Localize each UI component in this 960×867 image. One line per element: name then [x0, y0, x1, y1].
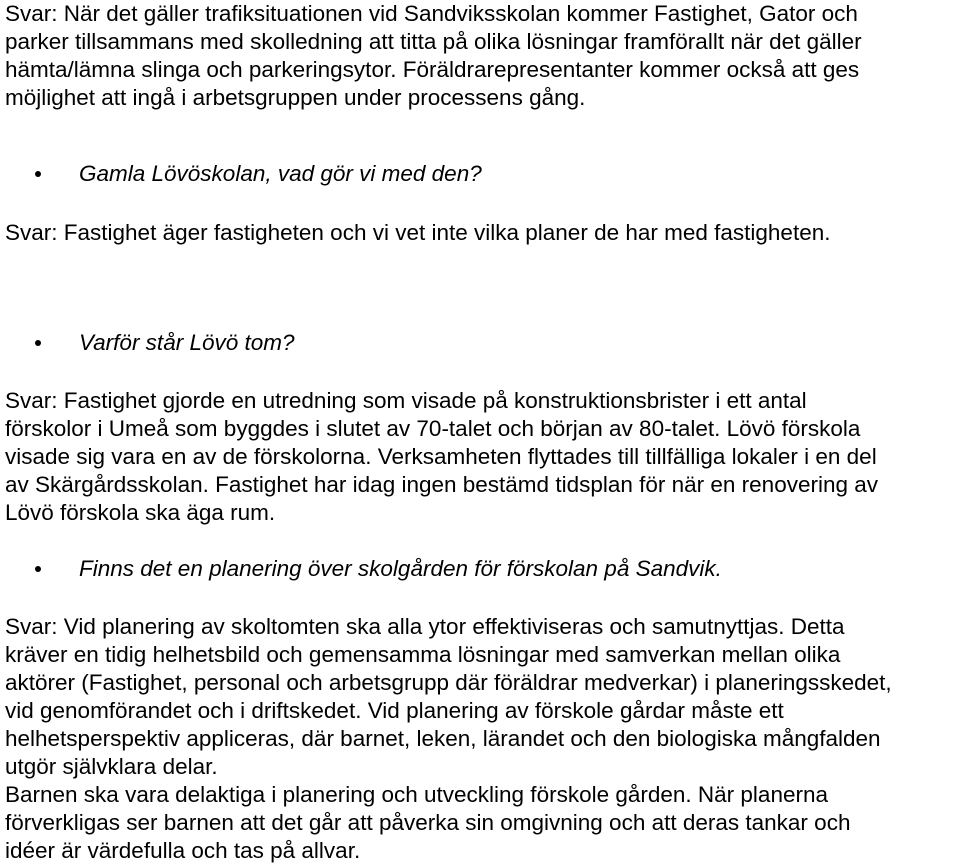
question-bullet-lovo-empty [5, 329, 295, 357]
text-line: Svar: Fastighet äger fastigheten och vi vet inte vilka planer de har med fastigheten. [5, 220, 831, 245]
answer-paragraph-traffic [5, 0, 862, 112]
bullet-icon [35, 340, 41, 346]
text-line: Svar: När det gäller trafiksituationen vid Sandviksskolan kommer Fastighet, Gator och [5, 1, 858, 26]
text-line: visade sig vara en av de förskolorna. Verksamheten flyttades till tillfälliga lokaler i en del [5, 444, 877, 469]
answer-paragraph-planning [5, 613, 892, 865]
text-line: hämta/lämna slinga och parkeringsytor. Föräldrarepresentanter kommer också att ges [5, 57, 860, 82]
question-text: Varför står Lövö tom? [79, 330, 295, 355]
text-line: förverkligas ser barnen att det går att påverka sin omgivning och att deras tankar och [5, 810, 851, 835]
text-line: utgör självklara delar. [5, 754, 218, 779]
bullet-icon [35, 171, 41, 177]
text-line: möjlighet att ingå i arbetsgruppen under processens gång. [5, 85, 586, 110]
text-line: parker tillsammans med skolledning att titta på olika lösningar framförallt när det gäller [5, 29, 862, 54]
text-line: vid genomförandet och i driftskedet. Vid planering av förskole gårdar måste ett [5, 698, 784, 723]
text-line: Svar: Vid planering av skoltomten ska alla ytor effektiviseras och samutnyttjas. Detta [5, 614, 845, 639]
text-line: Svar: Fastighet gjorde en utredning som visade på konstruktionsbrister i ett antal [5, 388, 807, 413]
text-line: aktörer (Fastighet, personal och arbetsgrupp där föräldrar medverkar) i planeringsskedet, [5, 670, 892, 695]
text-line: av Skärgårdsskolan. Fastighet har idag ingen bestämd tidsplan för när en renovering av [5, 472, 879, 497]
answer-paragraph-investigation [5, 387, 878, 527]
text-line: Lövö förskola ska äga rum. [5, 500, 276, 525]
text-line: förskolor i Umeå som byggdes i slutet av 70-talet och början av 80-talet. Lövö förskola [5, 416, 861, 441]
text-line: idéer är värdefulla och tas på allvar. [5, 838, 361, 863]
text-line: Barnen ska vara delaktiga i planering och utveckling förskole gården. När planerna [5, 782, 828, 807]
question-text: Gamla Lövöskolan, vad gör vi med den? [79, 161, 482, 186]
bullet-icon [35, 566, 41, 572]
question-text: Finns det en planering över skolgården för förskolan på Sandvik. [79, 556, 722, 581]
answer-paragraph-property [5, 219, 830, 247]
question-bullet-old-lovo-school [5, 160, 482, 188]
text-line: kräver en tidig helhetsbild och gemensamma lösningar med samverkan mellan olika [5, 642, 841, 667]
question-bullet-schoolyard-planning [5, 555, 722, 583]
text-line: helhetsperspektiv appliceras, där barnet, leken, lärandet och den biologiska mångfalden [5, 726, 881, 751]
